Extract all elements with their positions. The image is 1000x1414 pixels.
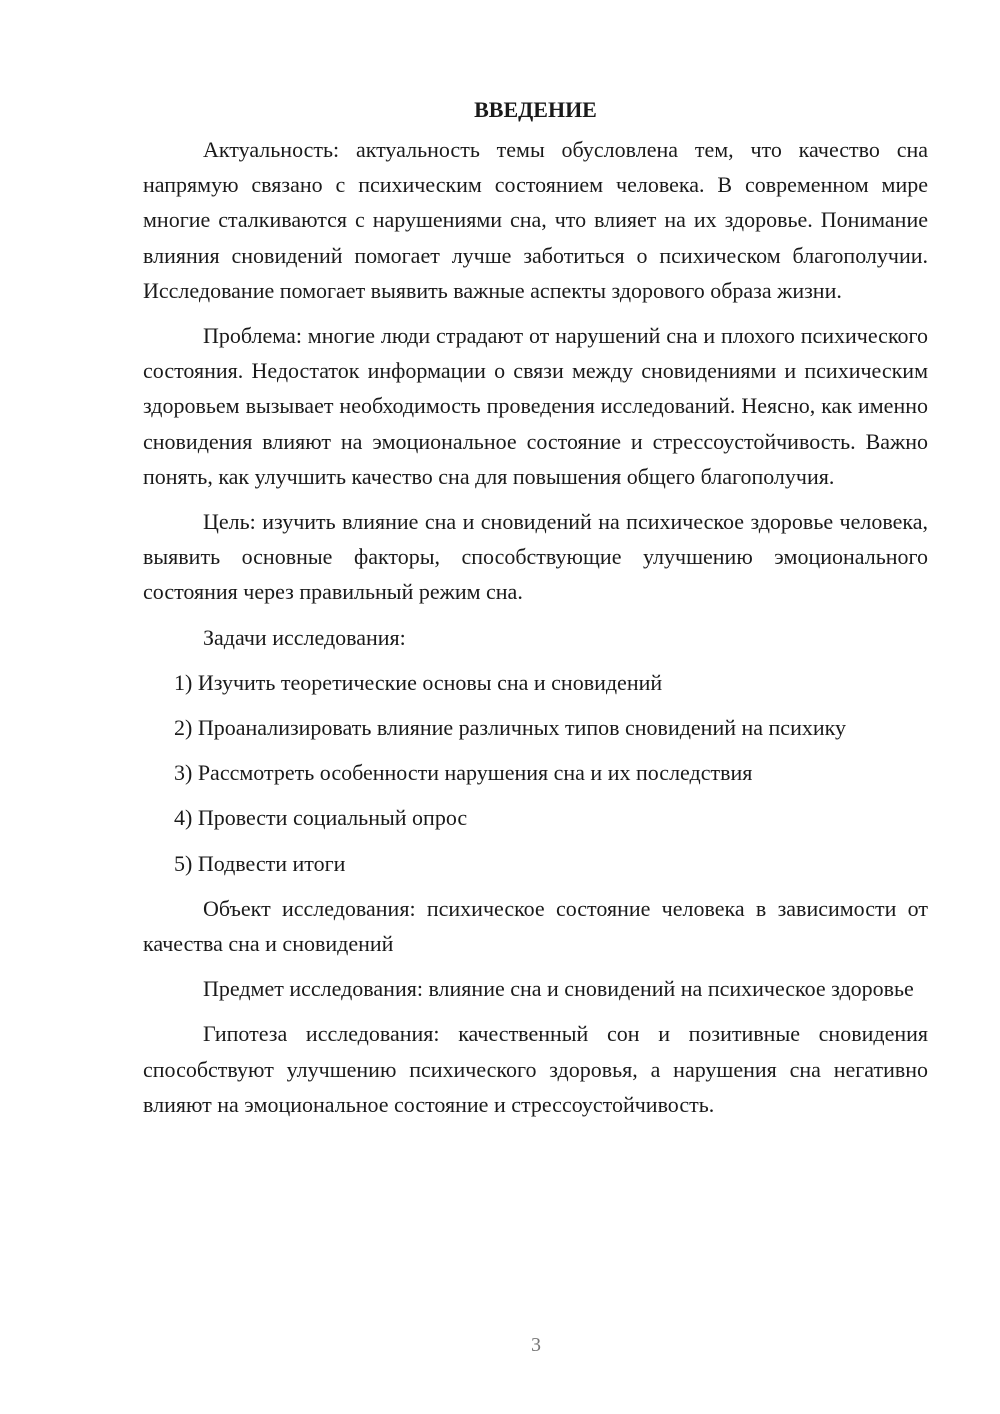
task-item: 1) Изучить теоретические основы сна и сновидений xyxy=(174,669,663,695)
task-item: 3) Рассмотреть особенности нарушения сна и их последствия xyxy=(174,760,753,786)
object-paragraph: Объект исследования: психическое состояние человека в зависимости от качества сна и сновидений xyxy=(143,895,928,957)
problem-paragraph: Проблема: многие люди страдают от нарушений сна и плохого психического состояния. Недостаток информации о связи между сновидениями и психическим здоровьем вызывает необходимость проведения исследований. Неясно, как именно сновидения влияют на эмоциональное состояние и стрессоустойчивость. Важно понять, как улучшить качество сна для повышения общего благополучия. xyxy=(143,323,928,489)
page-number: 3 xyxy=(531,1334,541,1356)
relevance-paragraph: Актуальность: актуальность темы обусловлена тем, что качество сна напрямую связано с психическим состоянием человека. В современном мире многие сталкиваются с нарушениями сна, что влияет на их здоровье. Понимание влияния сновидений помогает лучше заботиться о психическом благополучии. Исследование помогает выявить важные аспекты здорового образа жизни. xyxy=(143,137,928,303)
page-title: ВВЕДЕНИЕ xyxy=(474,97,597,122)
task-item: 5) Подвести итоги xyxy=(174,850,346,876)
tasks-heading: Задачи исследования: xyxy=(203,624,406,650)
hypothesis-paragraph: Гипотеза исследования: качественный сон и позитивные сновидения способствуют улучшению психического здоровья, а нарушения сна негативно влияют на эмоциональное состояние и стрессоустойчивость. xyxy=(143,1021,928,1117)
task-item: 2) Проанализировать влияние различных типов сновидений на психику xyxy=(174,715,846,741)
document-page xyxy=(143,92,928,1132)
goal-paragraph: Цель: изучить влияние сна и сновидений на психическое здоровье человека, выявить основные факторы, способствующие улучшению эмоционального состояния через правильный режим сна. xyxy=(143,509,928,605)
subject-paragraph: Предмет исследования: влияние сна и сновидений на психическое здоровье xyxy=(203,976,914,1002)
task-item: 4) Провести социальный опрос xyxy=(174,805,468,831)
